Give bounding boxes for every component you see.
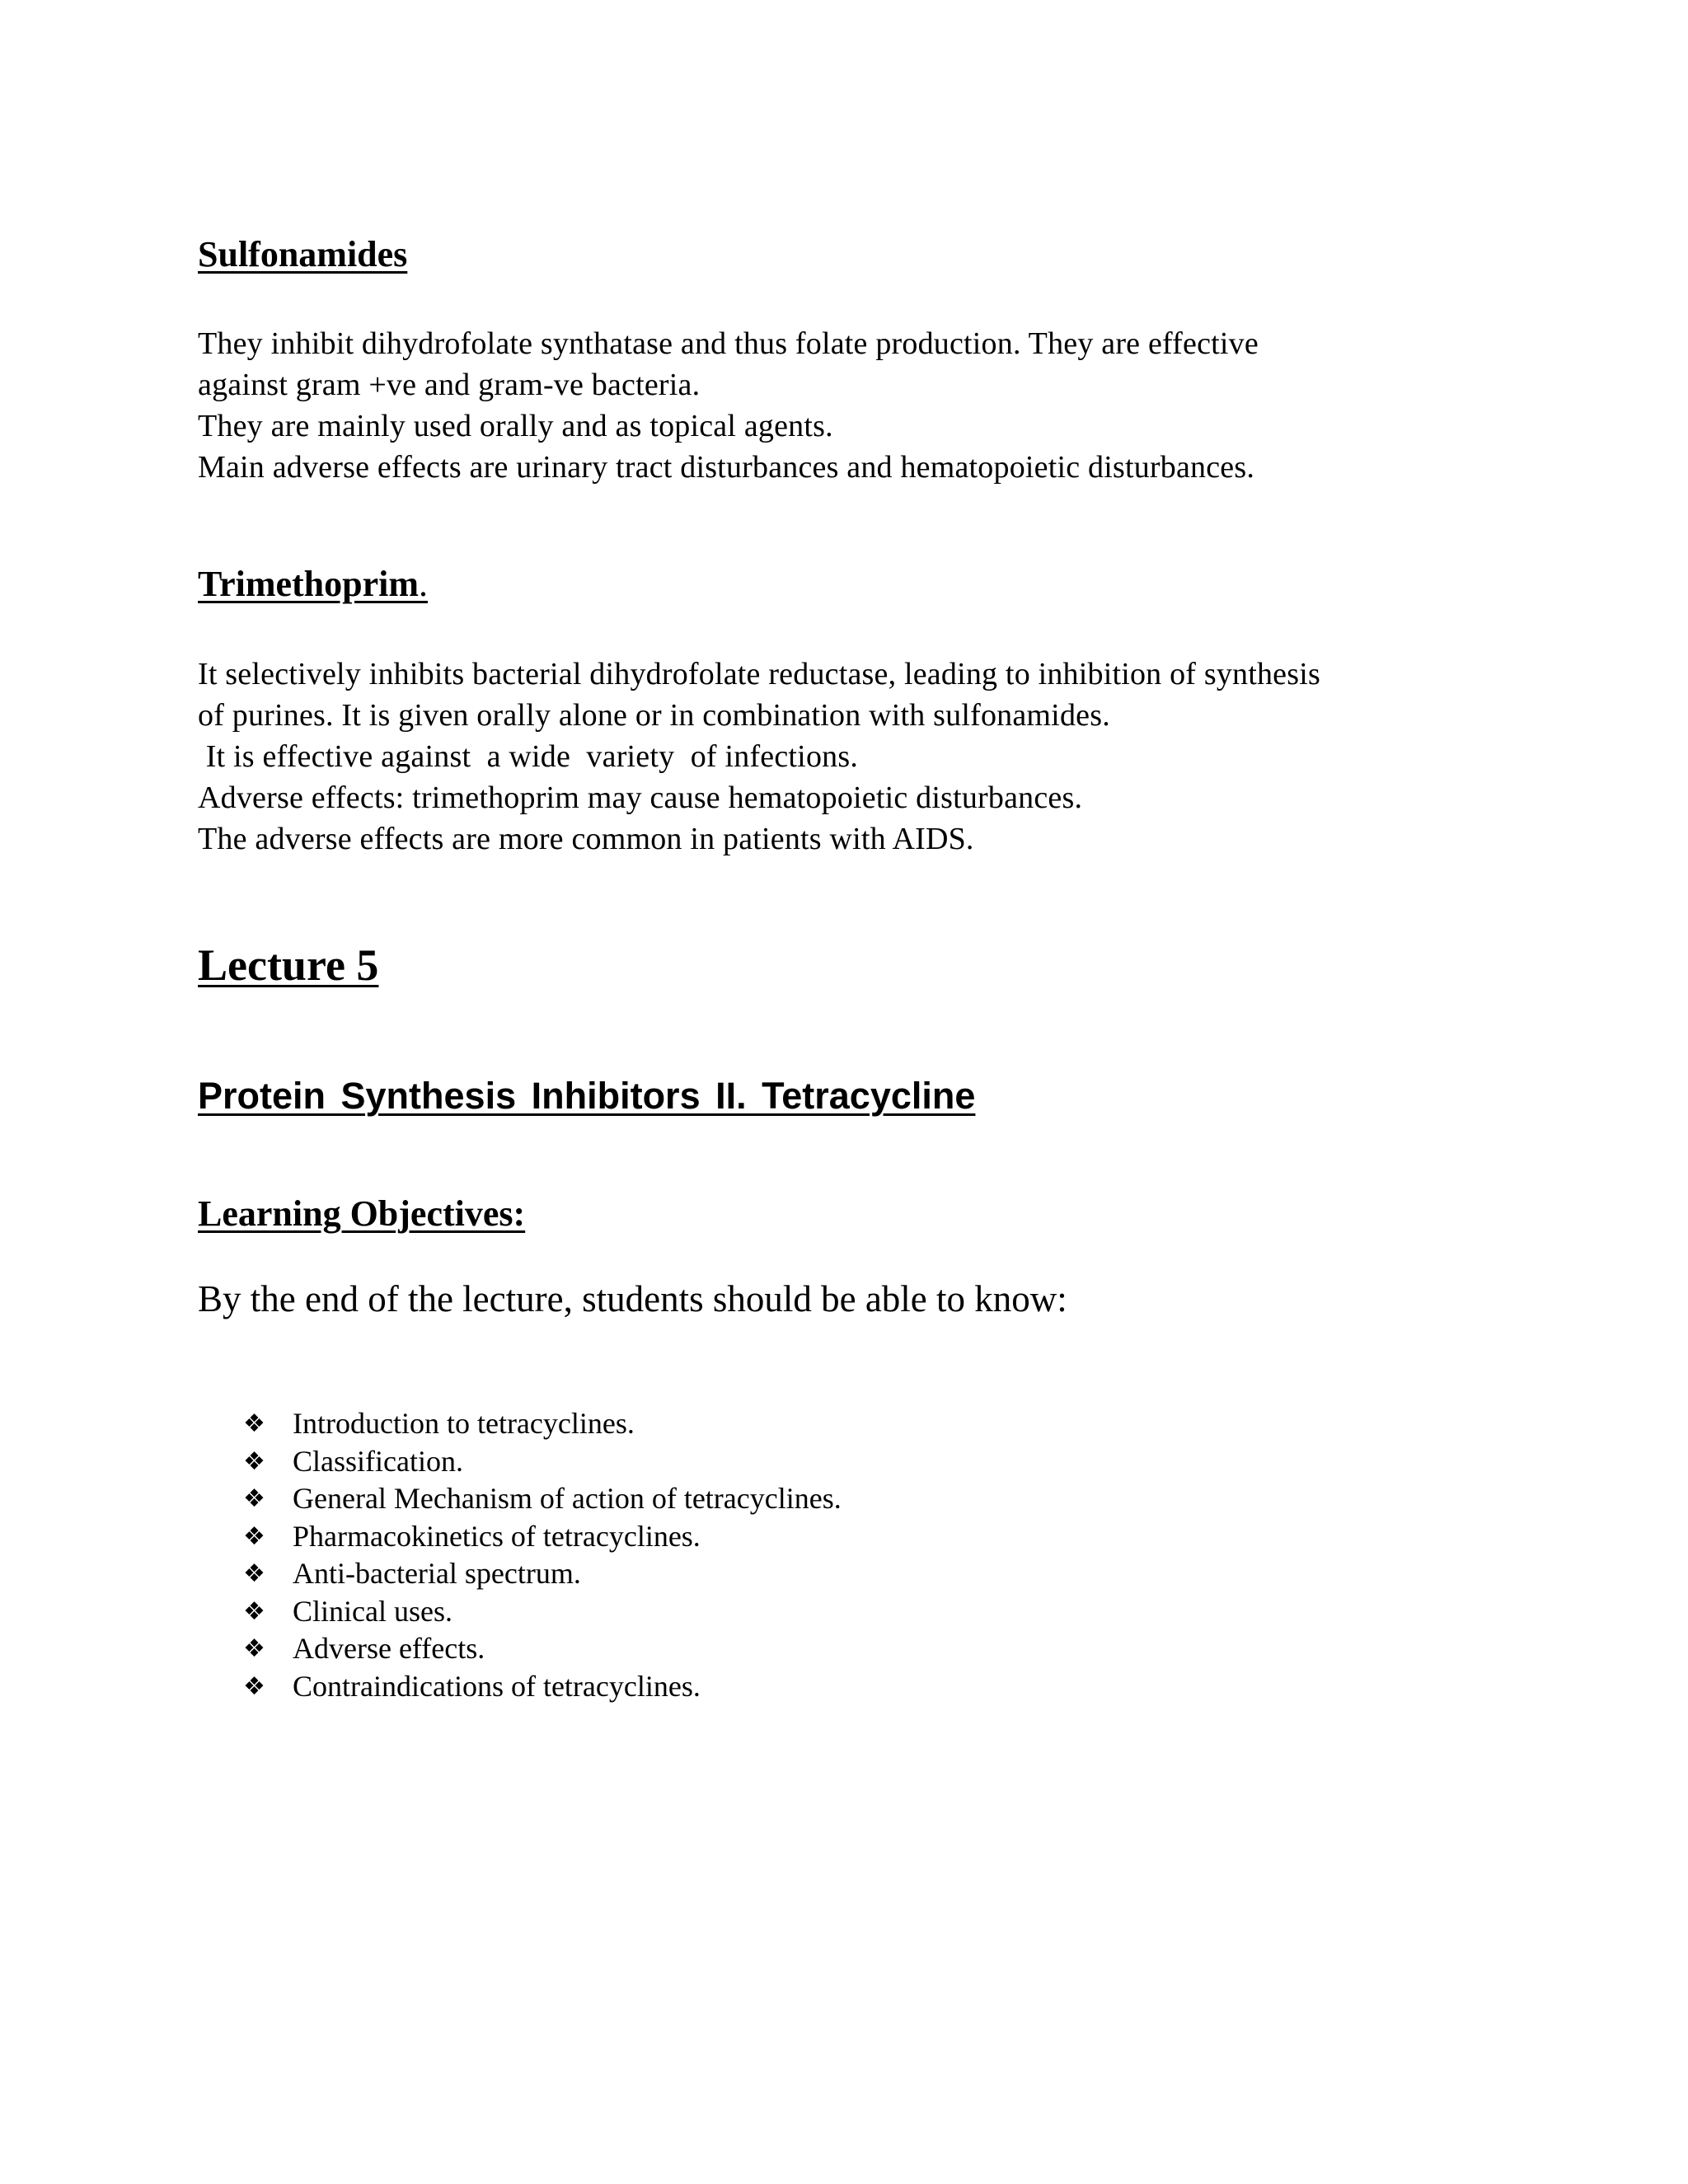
- sulfonamides-paragraph: [198, 323, 1550, 488]
- list-item-text: Pharmacokinetics of tetracyclines.: [293, 1519, 701, 1553]
- list-item-text: Anti-bacterial spectrum.: [293, 1557, 581, 1590]
- lecture-heading: [198, 940, 378, 991]
- list-item-text: Introduction to tetracyclines.: [293, 1407, 635, 1440]
- four-diamond-bullet-icon: ❖: [243, 1446, 265, 1476]
- learning-objectives-heading-text: Learning Objectives: [198, 1193, 513, 1234]
- learning-objectives-colon: :: [513, 1193, 526, 1234]
- list-item: [243, 1405, 842, 1443]
- trimethoprim-heading-period: .: [419, 564, 429, 604]
- four-diamond-bullet-icon: ❖: [243, 1671, 265, 1701]
- paragraph-line: Adverse effects: trimethoprim may cause hematopoietic disturbances.: [198, 780, 1083, 815]
- list-item-text: General Mechanism of action of tetracyclines.: [293, 1482, 842, 1515]
- paragraph-line: They inhibit dihydrofolate synthatase and thus folate production. They are effective: [198, 326, 1259, 361]
- list-item-text: Classification.: [293, 1444, 463, 1478]
- topic-heading-text: Protein Synthesis Inhibitors II. Tetracycline: [198, 1075, 976, 1117]
- paragraph-line: The adverse effects are more common in patients with AIDS.: [198, 822, 974, 856]
- paragraph-line: of purines. It is given orally alone or in combination with sulfonamides.: [198, 698, 1110, 733]
- list-item: [243, 1630, 842, 1668]
- list-item: [243, 1668, 842, 1706]
- list-item-text: Contraindications of tetracyclines.: [293, 1669, 701, 1703]
- list-item: [243, 1480, 842, 1518]
- list-item: [243, 1555, 842, 1593]
- sulfonamides-heading: [198, 233, 407, 275]
- lecture-heading-text: Lecture 5: [198, 940, 379, 990]
- topic-heading: [198, 1075, 975, 1118]
- list-item: [243, 1443, 842, 1481]
- paragraph-line: It selectively inhibits bacterial dihydrofolate reductase, leading to inhibition of synthesis: [198, 657, 1320, 691]
- list-item-text: Adverse effects.: [293, 1632, 485, 1665]
- four-diamond-bullet-icon: ❖: [243, 1559, 265, 1588]
- trimethoprim-heading: [198, 563, 428, 605]
- list-item: [243, 1593, 842, 1631]
- list-item-text: Clinical uses.: [293, 1594, 452, 1628]
- learning-objectives-heading: [198, 1193, 525, 1235]
- paragraph-line: against gram +ve and gram-ve bacteria.: [198, 368, 701, 402]
- objectives-lead-text: By the end of the lecture, students should be able to know:: [198, 1278, 1067, 1319]
- four-diamond-bullet-icon: ❖: [243, 1484, 265, 1513]
- four-diamond-bullet-icon: ❖: [243, 1596, 265, 1626]
- four-diamond-bullet-icon: ❖: [243, 1409, 265, 1438]
- paragraph-line: It is effective against a wide variety of infections.: [198, 739, 859, 774]
- objectives-list: [243, 1405, 842, 1705]
- list-item: [243, 1518, 842, 1556]
- sulfonamides-heading-text: Sulfonamides: [198, 234, 408, 274]
- trimethoprim-heading-text: Trimethoprim: [198, 564, 420, 604]
- paragraph-line: They are mainly used orally and as topical agents.: [198, 409, 833, 443]
- paragraph-line: Main adverse effects are urinary tract disturbances and hematopoietic disturbances.: [198, 450, 1255, 485]
- four-diamond-bullet-icon: ❖: [243, 1634, 265, 1663]
- trimethoprim-paragraph: [198, 654, 1550, 860]
- four-diamond-bullet-icon: ❖: [243, 1521, 265, 1551]
